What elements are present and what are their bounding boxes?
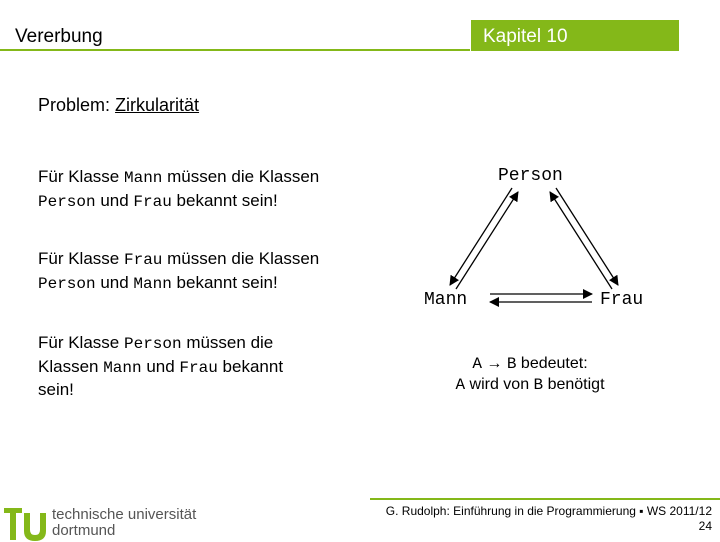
node-mann: Mann <box>424 290 468 310</box>
slide-title: Vererbung <box>15 26 103 47</box>
tu-logo-icon <box>2 502 50 542</box>
class-name: Frau <box>133 192 172 211</box>
legend-arrow: → <box>486 355 503 372</box>
legend-a: A <box>472 355 482 373</box>
arrow-person-to-frau <box>556 188 618 285</box>
class-name: Person <box>38 192 96 211</box>
legend-a: A <box>455 376 466 394</box>
logo-text-line1: technische universität <box>52 506 197 523</box>
arrow-frau-to-person <box>550 192 612 289</box>
text: bekannt sein! <box>38 356 284 399</box>
arrow-mann-to-person <box>456 192 518 289</box>
legend-b: B <box>533 376 544 394</box>
problem-prefix: Problem: <box>38 95 116 115</box>
class-name: Person <box>38 274 96 293</box>
text: Für Klasse <box>38 333 124 352</box>
legend-text: benötigt <box>543 376 605 393</box>
class-name: Frau <box>179 358 218 377</box>
footer-citation-block <box>386 504 712 534</box>
text: müssen die Klassen <box>162 249 320 268</box>
legend-b: B <box>506 355 517 373</box>
class-name: Frau <box>123 251 163 269</box>
logo-text-line2: dortmund <box>52 522 116 539</box>
arrow-person-to-mann <box>450 188 512 285</box>
text: müssen die Klassen <box>162 167 320 186</box>
node-person: Person <box>498 166 563 186</box>
text: Für Klasse <box>38 249 124 268</box>
page-number: 24 <box>698 519 712 533</box>
class-name: Mann <box>123 169 163 187</box>
text: und <box>95 190 134 210</box>
footer-divider <box>370 498 720 500</box>
text: Für Klasse <box>38 167 124 186</box>
text: und <box>141 356 180 376</box>
text: und <box>95 272 134 292</box>
class-name: Mann <box>103 358 142 377</box>
legend-text: bedeutet: <box>516 355 588 372</box>
chapter-label: Kapitel 10 <box>483 26 568 47</box>
class-name: Mann <box>133 274 172 293</box>
problem-topic: Zirkularität <box>115 95 200 115</box>
legend-line-2 <box>430 374 630 396</box>
class-name: Person <box>123 335 182 353</box>
text: bekannt sein! <box>171 272 278 292</box>
legend-text: wird von <box>465 376 534 393</box>
text: müssen die Klassen <box>38 333 274 376</box>
node-frau: Frau <box>600 290 644 310</box>
footer-citation: G. Rudolph: Einführung in die Programmierung ▪ WS 2011/12 <box>385 504 712 518</box>
legend-line-1 <box>430 353 630 375</box>
university-logo <box>0 500 200 540</box>
text: bekannt sein! <box>171 190 278 210</box>
